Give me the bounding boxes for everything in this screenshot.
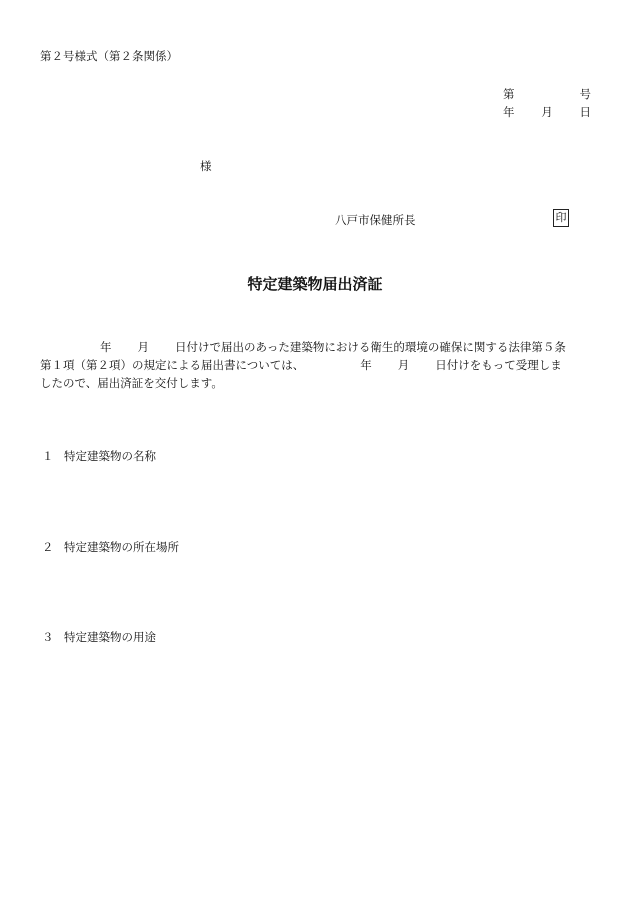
item-building-use [42, 629, 156, 645]
seal-box: 印 [553, 209, 569, 227]
body-line-3: したので、届出済証を交付します。 [40, 376, 223, 390]
document-title: 特定建築物届出済証 [247, 275, 383, 293]
issue-date-month: 月 [541, 105, 553, 119]
item-building-location [42, 539, 179, 555]
issuer-name: 八戸市保健所長 [335, 213, 416, 227]
document-number-suffix: 号 [579, 87, 591, 101]
body-year-1: 年 [100, 340, 112, 354]
document-number [503, 86, 591, 102]
item-label: 特定建築物の用途 [64, 630, 156, 644]
issue-date-year: 年 [503, 105, 515, 119]
body-text-2a: 第１項（第２項）の規定による届出書については、 [40, 358, 305, 372]
body-line-2 [40, 357, 590, 373]
body-text-2b: 日付けをもって受理しま [435, 358, 562, 372]
item-number: １ [42, 449, 54, 463]
issue-date-day: 日 [579, 105, 591, 119]
issue-date [503, 104, 591, 120]
form-number: 第２号様式（第２条関係） [40, 49, 178, 63]
item-label: 特定建築物の所在場所 [64, 540, 179, 554]
body-line-1 [40, 339, 590, 355]
item-label: 特定建築物の名称 [64, 449, 156, 463]
body-text-1: 日付けで届出のあった建築物における衛生的環境の確保に関する法律第５条 [175, 340, 566, 354]
item-number: ３ [42, 630, 54, 644]
item-number: ２ [42, 540, 54, 554]
body-year-2: 年 [360, 358, 372, 372]
body-month-1: 月 [137, 340, 149, 354]
item-building-name [42, 448, 156, 464]
body-month-2: 月 [397, 358, 410, 372]
document-number-prefix: 第 [503, 87, 515, 101]
addressee-suffix: 様 [200, 159, 212, 173]
